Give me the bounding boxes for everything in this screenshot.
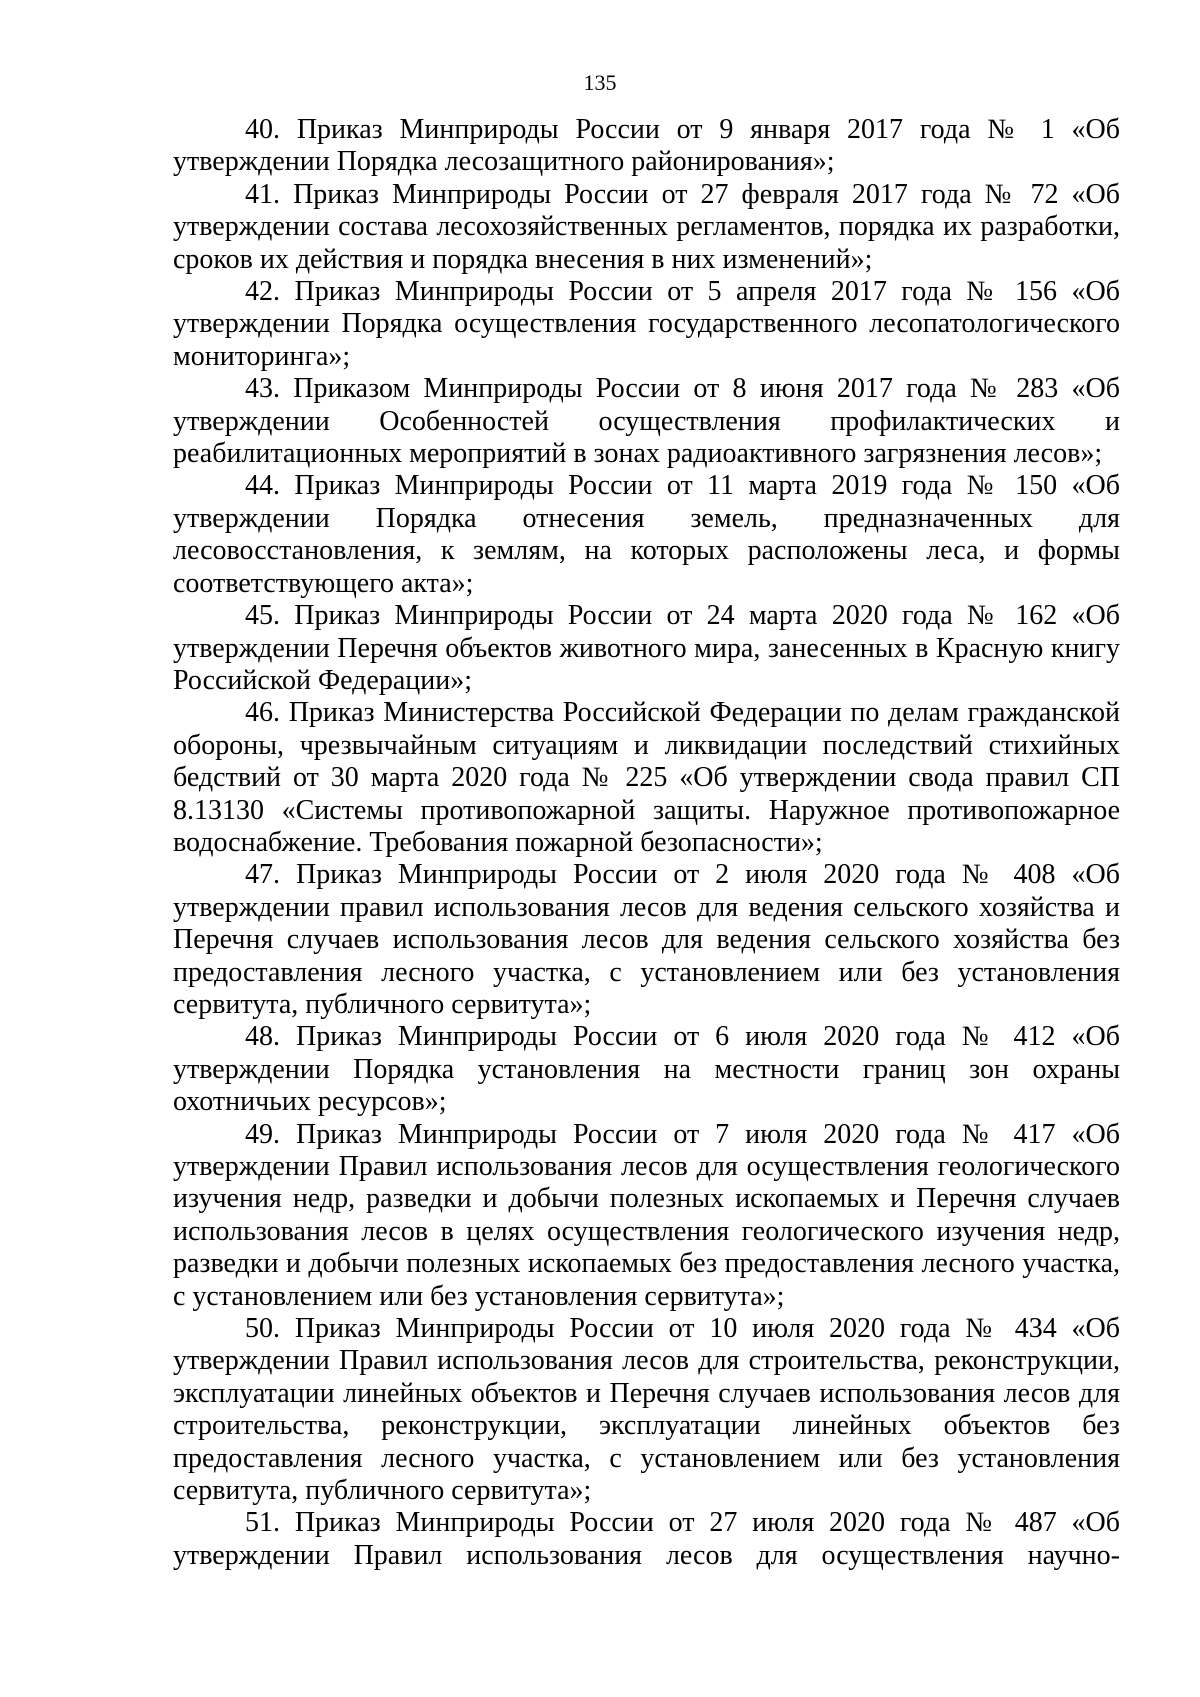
item-text: Приказ Минприроды России от 5 апреля 2017 года № 156 «Об утверждении Порядка осуществления государственного лесопатологического мониторинга»;: [173, 276, 1120, 372]
item-text: Приказом Минприроды России от 8 июня 2017 года № 283 «Об утверждении Особенностей осуществления профилактических и реабилитационных мероприятий в зонах радиоактивного загрязнения лесов»;: [173, 373, 1120, 470]
item-text: Приказ Минприроды России от 10 июля 2020 года № 434 «Об утверждении Правил использования лесов для строительства, реконструкции, эксплуатации линейных объектов и Перечня случаев использования лесов для строительства, реконструкции, эксплуатации линейных объектов без предоставления лесного участка, с установлением или без установления сервитута, публичного сервитута»;: [173, 1313, 1120, 1507]
list-item-46: [173, 697, 1120, 859]
item-number: 49.: [245, 1118, 280, 1150]
item-text: Приказ Минприроды России от 9 января 2017 года № 1 «Об утверждении Порядка лесозащитного районирования»;: [173, 114, 1120, 178]
item-text: Приказ Минприроды России от 7 июля 2020 года № 417 «Об утверждении Правил использования лесов для осуществления геологического изучения недр, разведки и добычи полезных ископаемых и Перечня случаев использования лесов в целях осуществления геологического изучения недр, разведки и добычи полезных ископаемых без предоставления лесного участка, с установлением или без установления сервитута»;: [173, 1118, 1121, 1312]
item-text: Приказ Минприроды России от 27 февраля 2017 года № 72 «Об утверждении состава лесохозяйственных регламентов, порядка их разработки, сроков их действия и порядка внесения в них изменений»;: [173, 178, 1121, 275]
item-number: 45.: [245, 600, 280, 632]
item-number: 40.: [245, 114, 280, 145]
list-item-47: [173, 859, 1120, 1021]
list-item-40: [173, 114, 1120, 179]
item-number: 41.: [245, 178, 280, 210]
item-number: 48.: [245, 1021, 280, 1053]
list-item-43: [173, 373, 1120, 470]
list-item-45: [173, 600, 1120, 697]
list-item-42: [173, 276, 1120, 373]
item-number: 47.: [245, 859, 280, 891]
list-item-44: [173, 470, 1120, 600]
document-body: [173, 114, 1120, 1572]
item-text: Приказ Минприроды России от 6 июля 2020 года № 412 «Об утверждении Порядка установления на местности границ зон охраны охотничьих ресурсов»;: [173, 1021, 1121, 1118]
item-number: 46.: [245, 697, 280, 729]
item-text: Приказ Минприроды России от 11 марта 2019 года № 150 «Об утверждении Порядка отнесения земель, предназначенных для лесовосстановления, к землям, на которых расположены леса, и формы соответствующего акта»;: [173, 470, 1120, 599]
list-item-49: [173, 1119, 1120, 1313]
item-number: 51.: [245, 1507, 280, 1539]
list-item-48: [173, 1021, 1120, 1118]
item-number: 42.: [245, 276, 280, 308]
item-text: Приказ Минприроды России от 24 марта 2020 года № 162 «Об утверждении Перечня объектов животного мира, занесенных в Красную книгу Российской Федерации»;: [173, 600, 1120, 696]
item-number: 43.: [245, 373, 280, 405]
item-number: 50.: [245, 1313, 280, 1345]
page-number: 135: [583, 70, 617, 95]
list-item-50: [173, 1313, 1120, 1507]
list-item-51: [173, 1507, 1120, 1572]
list-item-41: [173, 179, 1120, 276]
item-text: Приказ Минприроды России от 27 июля 2020 года № 487 «Об утверждении Правил использования лесов для осуществления научно-: [173, 1507, 1120, 1571]
item-text: Приказ Минприроды России от 2 июля 2020 года № 408 «Об утверждении правил использования лесов для ведения сельского хозяйства и Перечня случаев использования лесов для ведения сельского хозяйства без предоставления лесного участка, с установлением или без установления сервитута, публичного сервитута»;: [173, 859, 1121, 1020]
item-text: Приказ Министерства Российской Федерации по делам гражданской обороны, чрезвычайным ситуациям и ликвидации последствий стихийных бедствий от 30 марта 2020 года № 225 «Об утверждении свода правил СП 8.13130 «Системы противопожарной защиты. Наружное противопожарное водоснабжение. Требования пожарной безопасности»;: [173, 697, 1121, 858]
item-number: 44.: [245, 470, 280, 502]
